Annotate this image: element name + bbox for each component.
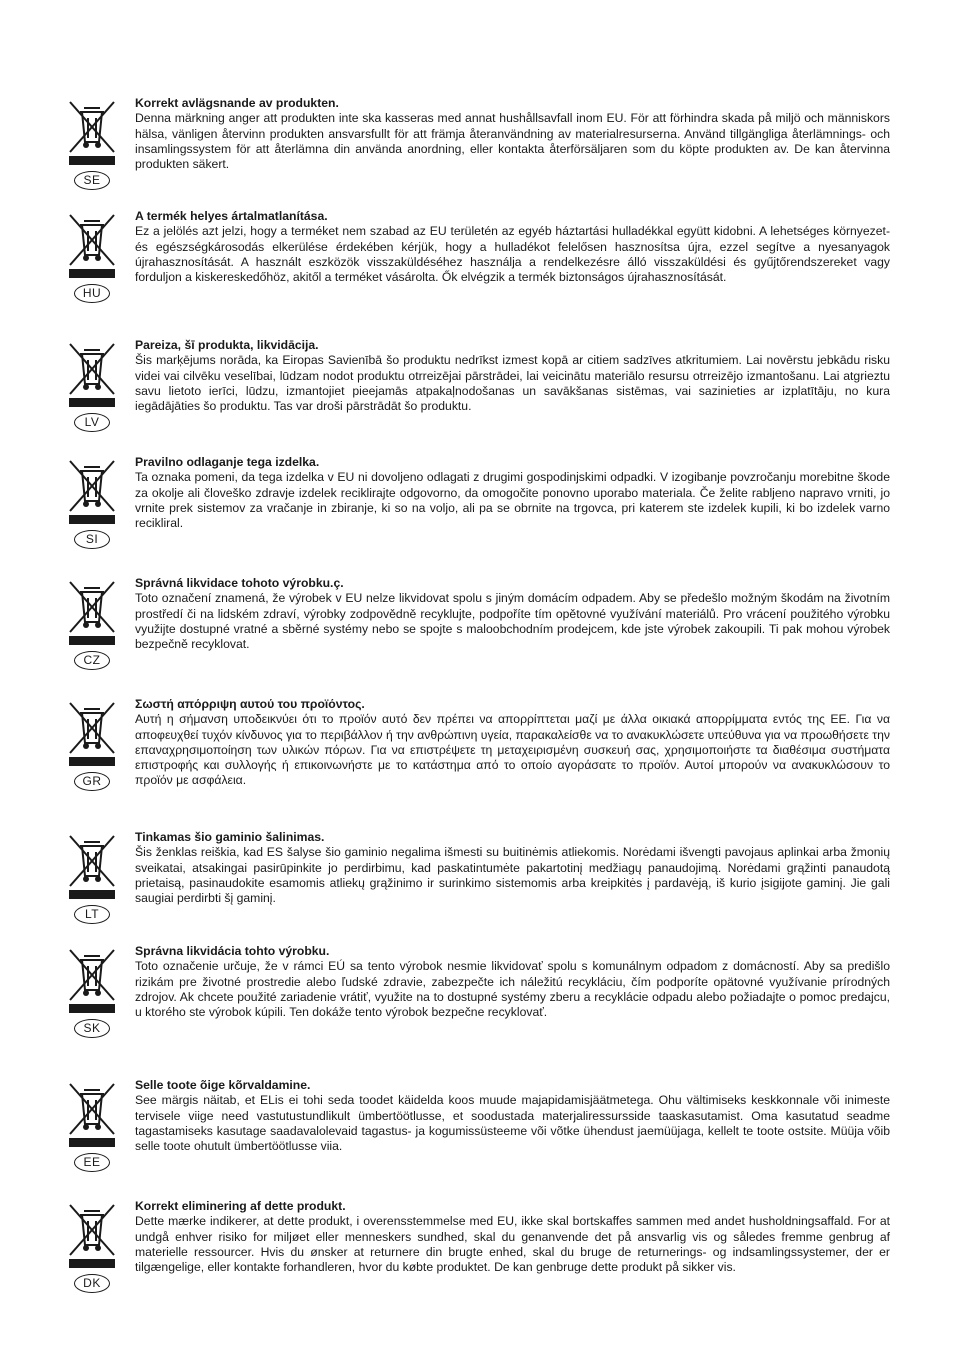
section-body: Šis ženklas reiškia, kad ES šalyse šio gaminio negalima išmesti su buitinėmis atliekomis. Norėdami išvengti pavojaus aplinkai arba žmonių sveikatai, atsakingai pasirūpinkite jo perdirbimu, kad paskatintumėte pakartotinį medžiagų panaudojimą. Norėdami grąžinti panaudotą prietaisą, pasinaudokite esamomis atliekų grąžinimo ir surinkimo sistemomis arba kreipkitės į pardavėją, iš kurio įsigijote gaminį. Jie gali saugiai perdirbti šį gaminį.	[135, 845, 890, 906]
country-code-badge: LT	[74, 905, 110, 924]
section-title: Správna likvidácia tohto výrobku.	[135, 944, 330, 958]
crossed-bin-icon	[64, 1199, 120, 1259]
section-title: A termék helyes ártalmatlanítása.	[135, 209, 328, 223]
weee-bar	[69, 515, 115, 524]
section-title: Pravilno odlaganje tega izdelka.	[135, 455, 320, 469]
weee-bar	[69, 1259, 115, 1268]
weee-symbol	[64, 697, 122, 791]
weee-bar	[69, 1004, 115, 1013]
section-text	[135, 697, 890, 789]
weee-bar	[69, 398, 115, 407]
weee-symbol	[64, 455, 122, 549]
section-title: Korrekt eliminering af dette produkt.	[135, 1199, 346, 1213]
weee-bar	[69, 269, 115, 278]
country-code-badge: GR	[74, 772, 110, 791]
crossed-bin-icon	[64, 944, 120, 1004]
section-text	[135, 96, 890, 172]
section-body: Αυτή η σήμανση υποδεικνύει ότι το προϊόν αυτό δεν πρέπει να απορρίπτεται μαζί με άλλα οικιακά απορρίμματα εντός της ΕΕ. Για να αποφευχθεί τυχόν κίνδυνος για το περιβάλλον ή την ανθρώπινη υγεία, παρακαλείσθε να το ανακυκλώσετε υπεύθυνα για να προωθήσετε την επαναχρησιμοποίηση των υλικών πόρων. Για να επιστρέψετε τη μεταχειρισμένη συσκευή σας, χρησιμοποιήστε τα διαθέσιμα συστήματα επιστροφής και συλλογής ή επικοινωνήστε με το κατάστημα από το οποίο αγοράσατε το προϊόν. Αυτοί μπορούν να ανακυκλώσουν το προϊόν με ασφάλεια.	[135, 712, 890, 788]
section-text	[135, 944, 890, 1020]
section-text	[135, 1078, 890, 1154]
crossed-bin-icon	[64, 209, 120, 269]
weee-symbol	[64, 1078, 122, 1172]
weee-bar	[69, 636, 115, 645]
crossed-bin-icon	[64, 697, 120, 757]
section-text	[135, 338, 890, 414]
weee-symbol	[64, 576, 122, 670]
weee-bar	[69, 1138, 115, 1147]
section-body: See märgis näitab, et ELis ei tohi seda toodet käidelda koos muude majapidamisjäätmetega. Ohu vältimiseks keskkonnale või inimeste tervisele viige need vastutustundlikult ümbertöötlusse, et soodustada materjaliressursside taaskasutamist. Oma kasutatud seadme tagastamiseks kasutage saadavalolevaid tagastus- ja kogumissüsteeme või võtke ühendust jaemüüjaga, kellelt te toote ostsite. Müüja võib selle toote ohutult ümbertöötlusse viia.	[135, 1093, 890, 1154]
country-code-badge: CZ	[74, 651, 110, 670]
section-text	[135, 576, 890, 652]
section-title: Korrekt avlägsnande av produkten.	[135, 96, 339, 110]
country-code-badge: LV	[74, 413, 110, 432]
crossed-bin-icon	[64, 576, 120, 636]
section-title: Σωστή απόρριψη αυτού του προϊόντος.	[135, 697, 365, 711]
country-code-badge: EE	[74, 1153, 110, 1172]
country-code-badge: SK	[74, 1019, 110, 1038]
section-text	[135, 830, 890, 906]
section-body: Toto označení znamená, že výrobek v EU nelze likvidovat spolu s jiným domácím odpadem. Aby se předešlo možným škodám na životním prostředí či na lidském zdraví, výrobky zodpovědně recyklujte, podpoříte tím opětovné využívání materiálů. Pro vrácení použitého výrobku využijte dostupné vratné a sběrné systémy nebo se spojte s maloobchodním prodejcem, kde jste výrobek zakoupili. Ti pak mohou výrobek bezpečně recyklovat.	[135, 591, 890, 652]
section-body: Ta oznaka pomeni, da tega izdelka v EU ni dovoljeno odlagati z drugimi gospodinjskimi odpadki. V izogibanje povzročanju morebitne škode za okolje ali človeško zdravje izdelek reciklirajte odgovorno, da omogočite ponovno uporabo materiala. Če želite rabljeno napravo vrniti, jo vrnite prek sistemov za vračanje in zbiranje, ki so na voljo, ali pa se obrnite na trgovca, pri katerem ste izdelek kupili, ki bo izdelek varno recikliral.	[135, 470, 890, 531]
section-body: Ez a jelölés azt jelzi, hogy a terméket nem szabad az EU területén az egyéb háztartási hulladékkal együtt kidobni. A lehetséges környezet- és egészségkárosodás elkerülése érdekében kérjük, hogy a hulladékot felelősen hasznosítsa újra, ezzel segítve a nyesanyagok újrahasznosítását. A használt eszközök visszaküldéséhez használja a rendelkezésre álló visszaküldési és gyűjtőrendszereket vagy forduljon a kiskereskedőhöz, akitől a terméket vásárolta. Ők elvégzik a termék biztonságos újrahasznosítását.	[135, 224, 890, 285]
weee-symbol	[64, 830, 122, 924]
weee-symbol	[64, 1199, 122, 1293]
crossed-bin-icon	[64, 338, 120, 398]
section-title: Správná likvidace tohoto výrobku.ç.	[135, 576, 344, 590]
section-text	[135, 1199, 890, 1275]
section-text	[135, 455, 890, 531]
weee-symbol	[64, 944, 122, 1038]
country-code-badge: DK	[74, 1274, 110, 1293]
section-title: Pareiza, šī produkta, likvidācija.	[135, 338, 319, 352]
crossed-bin-icon	[64, 455, 120, 515]
section-title: Tinkamas šio gaminio šalinimas.	[135, 830, 325, 844]
crossed-bin-icon	[64, 830, 120, 890]
weee-bar	[69, 156, 115, 165]
country-code-badge: SE	[74, 171, 110, 190]
weee-symbol	[64, 338, 122, 432]
weee-bar	[69, 757, 115, 766]
section-title: Selle toote õige kõrvaldamine.	[135, 1078, 311, 1092]
country-code-badge: SI	[74, 530, 110, 549]
crossed-bin-icon	[64, 96, 120, 156]
weee-symbol	[64, 96, 122, 190]
section-body: Denna märkning anger att produkten inte ska kasseras med annat hushållsavfall inom EU. För att förhindra skada på miljö och människors hälsa, vänligen återvinn produkten ansvarsfullt för att främja återanvändning av materialresurserna. Använd tillgängliga återlämnings- och insamlingssystem för att återlämna din använda anordning, eller kontakta återförsäljaren som du köpte produkten av. De kan återvinna produkten säkert.	[135, 111, 890, 172]
section-body: Toto označenie určuje, že v rámci EÚ sa tento výrobok nesmie likvidovať spolu s komunálnym odpadom z domácností. Aby sa predišlo rizikám pre životné prostredie alebo ľudské zdravie, zabezpečte ich náležitú recykláciu, čím podporíte opätovné využívanie prírodných zdrojov. Ak chcete použité zariadenie vrátiť, využite na to dostupné systémy zberu a recyklácie odpadu alebo požiadajte o pomoc predajcu, u ktorého ste výrobok kúpili. Ten dokáže tento výrobok bezpečne recyklovať.	[135, 959, 890, 1020]
section-body: Dette mærke indikerer, at dette produkt, i overensstemmelse med EU, ikke skal bortskaffes sammen med andet husholdningsaffald. For at undgå enhver risiko for miljøet eller menneskers sundhed, skal du genanvende det på ansvarlig vis og således fremme genbrug af materielle ressourcer. Hvis du ønsker at returnere din brugte enhed, skal du bruge de returnerings- og indsamlingssystemer, der er tilgængelige, eller kontakte forhandleren, hvor du købte produktet. De kan genbruge dette produkt på sikker vis.	[135, 1214, 890, 1275]
crossed-bin-icon	[64, 1078, 120, 1138]
country-code-badge: HU	[74, 284, 110, 303]
section-text	[135, 209, 890, 285]
section-body: Šis marķējums norāda, ka Eiropas Savienībā šo produktu nedrīkst izmest kopā ar citiem sadzīves atkritumiem. Lai novērstu jebkādu risku videi vai cilvēku veselībai, lūdzam nodot produktu otrreizējai pārstrādei, lai veicinātu materiālo resursu otrreizējo izmantošanu. Lai atgrieztu savu lietoto ierīci, lūdzu, izmantojiet pieejamās atpakaļnodošanas un savākšanas sistēmas, vai sazinieties ar izplatītāju, no kura iegādājāties šo produktu. Tas var droši pārstrādāt šo produktu.	[135, 353, 890, 414]
weee-bar	[69, 890, 115, 899]
weee-symbol	[64, 209, 122, 303]
